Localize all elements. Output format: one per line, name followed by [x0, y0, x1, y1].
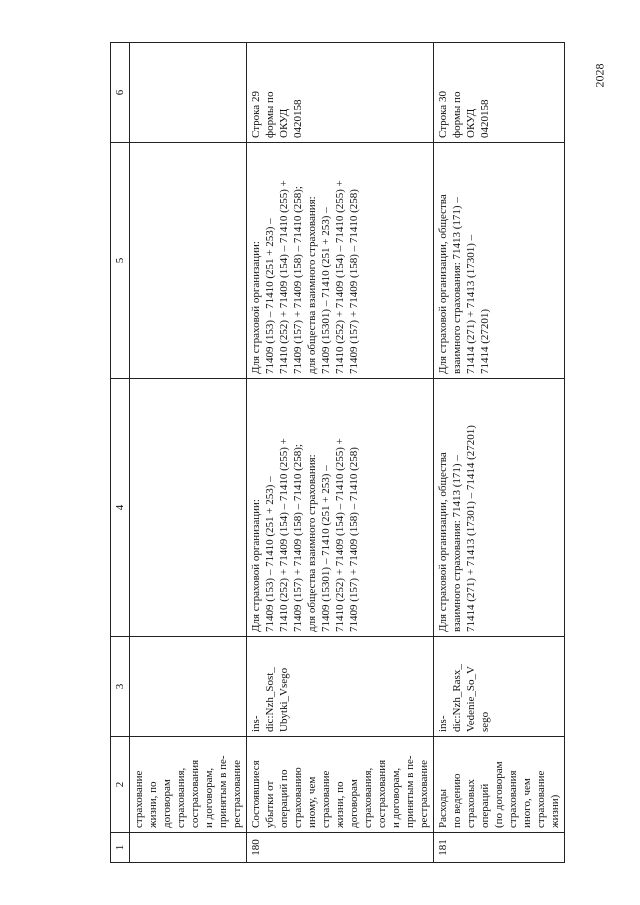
- text-line: 71409 (153) – 71410 (251 + 253) –: [264, 218, 276, 374]
- text-line: Для страховой организации:: [250, 241, 262, 374]
- text-line: 71410 (252) + 71409 (154) – 71410 (255) +: [334, 438, 346, 632]
- cell-formula-4: [247, 379, 434, 637]
- text-line: 71410 (252) + 71409 (154) – 71410 (255) +: [334, 180, 346, 374]
- cell-formula-4: [434, 379, 565, 637]
- formula-table: [110, 42, 565, 863]
- text-line: принятым в пе-: [217, 755, 229, 828]
- header-col-4: 4: [111, 379, 130, 637]
- cell-formula-5: [434, 143, 565, 379]
- text-line: убытки от: [264, 780, 276, 828]
- text-line: рестрахование: [231, 759, 243, 828]
- text-line: страхование: [535, 770, 547, 828]
- text-line: Для страховой организации, общества: [437, 452, 449, 632]
- text-line: страховых: [465, 779, 477, 828]
- text-line: ins-: [250, 715, 262, 732]
- text-line: сострахования: [376, 759, 388, 828]
- rotated-page: [110, 43, 560, 863]
- header-row: [111, 43, 130, 863]
- text-line: страхования,: [175, 767, 187, 828]
- text-line: жизни): [549, 794, 561, 828]
- header-col-6: 6: [111, 43, 130, 143]
- text-line: взаимного страхования: 71413 (171) –: [451, 455, 463, 632]
- text-line: договорам: [161, 779, 173, 828]
- text-line: страхование: [133, 770, 145, 828]
- text-line: жизни, по: [334, 781, 346, 828]
- text-line: Состоявшиеся: [250, 760, 262, 828]
- text-line: страхования: [507, 770, 519, 828]
- cell-code: [247, 637, 434, 737]
- text-line: операций по: [278, 769, 290, 828]
- text-line: 71410 (252) + 71409 (154) – 71410 (255) +: [278, 438, 290, 632]
- text-line: 71409 (153) – 71410 (251 + 253) –: [264, 476, 276, 632]
- cell-num: [130, 833, 247, 863]
- cell-num: 181: [434, 833, 565, 863]
- text-line: по ведению: [451, 773, 463, 828]
- table-row-181: [434, 43, 565, 863]
- text-line: жизни, по: [147, 781, 159, 828]
- text-line: ОКУД: [278, 108, 290, 138]
- text-line: принятым в пе-: [404, 755, 416, 828]
- text-line: и договорам,: [390, 767, 402, 828]
- text-line: иному, чем: [306, 776, 318, 828]
- text-line: 0420158: [479, 99, 491, 138]
- text-line: 71409 (15301) – 71410 (251 + 253) –: [320, 207, 332, 374]
- text-line: 71409 (157) + 71409 (158) – 71410 (258): [348, 189, 360, 374]
- cell-formula-5: [130, 143, 247, 379]
- text-line: Для страховой организации:: [250, 499, 262, 632]
- text-line: страхования,: [362, 767, 374, 828]
- text-line: 71409 (157) + 71409 (158) – 71410 (258);: [292, 444, 304, 632]
- text-line: sego: [479, 711, 491, 732]
- text-line: ОКУД: [465, 108, 477, 138]
- text-line: сострахования: [189, 759, 201, 828]
- text-line: 71410 (252) + 71409 (154) – 71410 (255) +: [278, 180, 290, 374]
- header-col-1: 1: [111, 833, 130, 863]
- text-line: Строка 30: [437, 91, 449, 138]
- text-line: для общества взаимного страхования:: [306, 454, 318, 632]
- text-line: ins-: [437, 715, 449, 732]
- text-line: 71414 (271) + 71413 (17301) – 71414 (27201): [465, 425, 477, 632]
- cell-code: [434, 637, 565, 737]
- text-line: 71409 (15301) – 71410 (251 + 253) –: [320, 465, 332, 632]
- text-line: формы по: [451, 91, 463, 138]
- text-line: dic:Nzh_Sost_: [264, 667, 276, 732]
- text-line: Строка 29: [250, 91, 262, 138]
- text-line: договорам: [348, 779, 360, 828]
- table-row-180: [247, 43, 434, 863]
- page-number: 2028: [592, 63, 607, 87]
- header-col-3: 3: [111, 637, 130, 737]
- table-row-continuation: [130, 43, 247, 863]
- text-line: Ubytki_Vsego: [278, 667, 290, 732]
- text-line: Vedenie_So_V: [465, 666, 477, 732]
- cell-formula-5: [247, 143, 434, 379]
- header-col-2: 2: [111, 737, 130, 833]
- cell-source: [247, 43, 434, 143]
- text-line: Для страховой организации, общества: [437, 194, 449, 374]
- table-container: [110, 43, 560, 863]
- text-line: формы по: [264, 91, 276, 138]
- text-line: (по договорам: [493, 761, 505, 828]
- cell-code: [130, 637, 247, 737]
- cell-indicator-name: [130, 737, 247, 833]
- text-line: страхованию: [292, 767, 304, 828]
- text-line: операций: [479, 783, 491, 828]
- text-line: 71414 (271) + 71413 (17301) –: [465, 234, 477, 374]
- text-line: 71414 (27201): [479, 308, 491, 374]
- text-line: 0420158: [292, 99, 304, 138]
- cell-source: [434, 43, 565, 143]
- cell-indicator-name: [434, 737, 565, 833]
- text-line: страхование: [320, 770, 332, 828]
- cell-num: 180: [247, 833, 434, 863]
- text-line: рестрахование: [418, 759, 430, 828]
- text-line: 71409 (157) + 71409 (158) – 71410 (258);: [292, 186, 304, 374]
- header-col-5: 5: [111, 143, 130, 379]
- text-line: Расходы: [437, 789, 449, 828]
- text-line: иного, чем: [521, 778, 533, 828]
- cell-formula-4: [130, 379, 247, 637]
- text-line: 71409 (157) + 71409 (158) – 71410 (258): [348, 447, 360, 632]
- cell-indicator-name: [247, 737, 434, 833]
- text-line: для общества взаимного страхования:: [306, 196, 318, 374]
- text-line: dic:Nzh_Rasx_: [451, 664, 463, 732]
- text-line: взаимного страхования: 71413 (171) –: [451, 197, 463, 374]
- text-line: и договорам,: [203, 767, 215, 828]
- cell-source: [130, 43, 247, 143]
